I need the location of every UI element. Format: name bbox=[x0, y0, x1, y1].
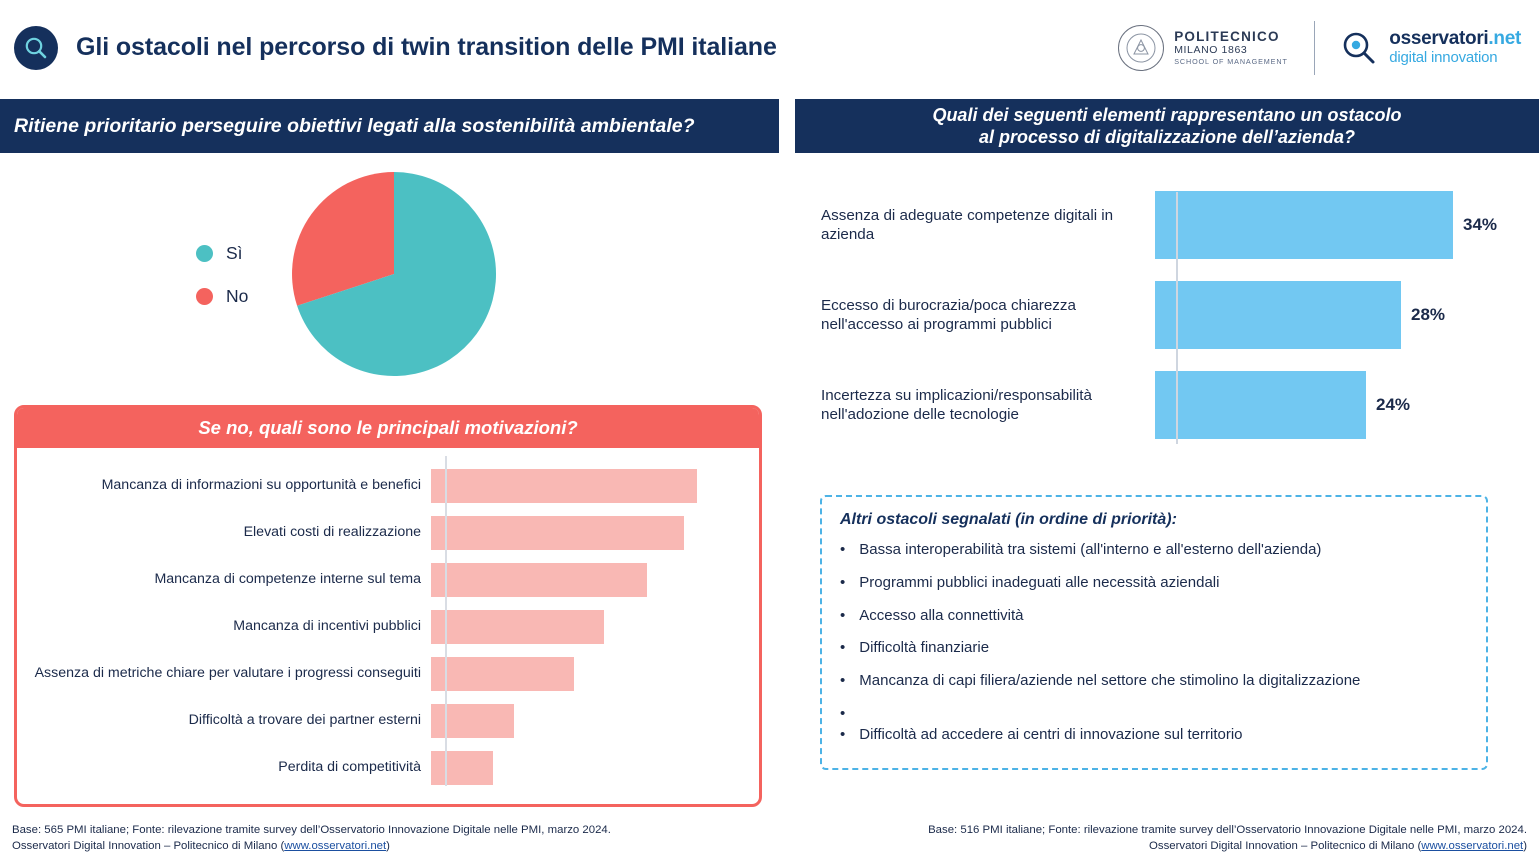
pie-value-no: 24% bbox=[327, 384, 366, 405]
polimi-line1: POLITECNICO bbox=[1174, 28, 1280, 44]
polimi-line3: SCHOOL OF MANAGEMENT bbox=[1174, 57, 1288, 67]
page-header bbox=[0, 0, 1539, 95]
other-obstacle-item bbox=[840, 607, 1468, 626]
footer-left bbox=[12, 822, 611, 855]
obstacles-bar bbox=[1155, 371, 1366, 439]
footer-right-link[interactable]: www.osservatori.net bbox=[1421, 840, 1524, 853]
banner-right-line1: Quali dei seguenti elementi rappresentano un ostacolo bbox=[932, 104, 1402, 125]
legend-color-swatch bbox=[196, 288, 213, 305]
footer-left-line1: Base: 565 PMI italiane; Fonte: rilevazione tramite survey dell’Osservatorio Innovazione Digitale nelle PMI, marzo 2024. bbox=[12, 823, 611, 836]
obstacles-bar-zone bbox=[1155, 191, 1539, 259]
motivations-row-label: Assenza di metriche chiare per valutare i progressi conseguiti bbox=[34, 664, 421, 681]
other-obstacles-title: Altri ostacoli segnalati (in ordine di priorità): bbox=[840, 511, 1177, 528]
obstacles-bar bbox=[1155, 281, 1401, 349]
bullet-icon: • bbox=[840, 725, 846, 743]
pie-chart bbox=[290, 170, 498, 378]
footer-left-link[interactable]: www.osservatori.net bbox=[284, 840, 387, 853]
bullet-icon: • bbox=[840, 704, 846, 722]
motivations-card bbox=[14, 405, 762, 807]
obstacles-bar-zone bbox=[1155, 371, 1539, 439]
osservatori-tagline: digital innovation bbox=[1389, 48, 1498, 66]
osservatori-logo bbox=[1339, 28, 1521, 68]
motivations-row-label: Perdita di competitività bbox=[278, 758, 421, 775]
obstacles-bar-value: 28% bbox=[1411, 305, 1446, 324]
obstacles-bar-value: 24% bbox=[1376, 395, 1411, 414]
motivations-bar bbox=[431, 516, 684, 550]
bullet-icon: • bbox=[840, 606, 846, 624]
motivations-bar bbox=[431, 563, 647, 597]
other-obstacle-text: Difficoltà finanziarie bbox=[859, 639, 990, 657]
other-obstacle-item bbox=[840, 541, 1468, 560]
footer-left-line2 bbox=[12, 838, 611, 855]
motivations-bar-zone bbox=[431, 657, 759, 691]
motivations-bar bbox=[431, 751, 493, 785]
header-divider bbox=[1314, 21, 1316, 75]
motivations-row-label: Mancanza di incentivi pubblici bbox=[233, 617, 421, 634]
motivations-row bbox=[17, 462, 759, 509]
magnifier-circle-icon bbox=[14, 26, 58, 70]
other-obstacle-text: Accesso alla connettività bbox=[859, 606, 1024, 624]
motivations-bar bbox=[431, 469, 697, 503]
motivations-bar-zone bbox=[431, 469, 759, 503]
motivations-row bbox=[17, 697, 759, 744]
bullet-icon: • bbox=[840, 541, 846, 558]
other-obstacle-text: Mancanza di capi filiera/aziende nel settore che stimolino la digitalizzazione bbox=[859, 672, 1361, 689]
motivations-row-label: Elevati costi di realizzazione bbox=[243, 523, 421, 540]
motivations-bar bbox=[431, 657, 574, 691]
polimi-seal-icon bbox=[1118, 25, 1164, 71]
other-obstacle-item bbox=[840, 726, 1468, 745]
footer-left-paren: ) bbox=[386, 840, 390, 853]
magnifier-icon bbox=[1339, 28, 1379, 68]
obstacles-row bbox=[795, 180, 1539, 270]
motivations-bar-zone bbox=[431, 516, 759, 550]
polimi-logo bbox=[1118, 25, 1314, 71]
motivations-bar-zone bbox=[431, 751, 759, 785]
osservatori-name: osservatori bbox=[1389, 28, 1489, 50]
obstacles-row bbox=[795, 360, 1539, 450]
motivations-row bbox=[17, 556, 759, 603]
other-obstacle-item bbox=[840, 672, 1468, 691]
obstacles-axis-line bbox=[1176, 192, 1178, 444]
pie-legend bbox=[196, 243, 248, 307]
banner-right bbox=[795, 99, 1539, 153]
motivations-bar bbox=[431, 610, 604, 644]
footer-right-paren: ) bbox=[1523, 840, 1527, 853]
motivations-bar-zone bbox=[431, 563, 759, 597]
other-obstacle-item bbox=[840, 639, 1468, 658]
motivations-bar-chart bbox=[17, 448, 759, 791]
footer-right bbox=[928, 822, 1527, 855]
banner-right-line2: al processo di digitalizzazione dell’azienda? bbox=[978, 127, 1356, 147]
other-obstacle-text: Programmi pubblici inadeguati alle necessità aziendali bbox=[859, 573, 1220, 591]
footer-right-text: Osservatori Digital Innovation – Politecnico di Milano ( bbox=[1149, 840, 1422, 853]
polimi-line2: MILANO 1863 bbox=[1174, 44, 1248, 57]
footer-right-line1: Base: 516 PMI italiane; Fonte: rilevazione tramite survey dell’Osservatorio Innovazione Digitale nelle PMI, marzo 2024. bbox=[928, 823, 1527, 836]
legend-color-swatch bbox=[196, 245, 213, 262]
legend-item-no bbox=[196, 286, 248, 307]
motivations-row bbox=[17, 650, 759, 697]
footer-left-text: Osservatori Digital Innovation – Politecnico di Milano ( bbox=[12, 840, 285, 853]
header-logos bbox=[1118, 21, 1525, 75]
other-obstacle-text: Bassa interoperabilità tra sistemi (all'interno e all'esterno dell'azienda) bbox=[859, 541, 1322, 558]
banner-left: Ritiene prioritario perseguire obiettivi legati alla sostenibilità ambientale? bbox=[0, 99, 779, 153]
obstacles-row-label: Eccesso di burocrazia/poca chiarezza nell'accesso ai programmi pubblici bbox=[821, 297, 1076, 333]
bullet-icon: • bbox=[840, 573, 846, 591]
legend-label-no: No bbox=[226, 286, 249, 306]
obstacles-bar-value: 34% bbox=[1463, 215, 1498, 234]
other-obstacles-box bbox=[820, 495, 1488, 770]
motivations-row-label: Mancanza di competenze interne sul tema bbox=[154, 570, 421, 587]
obstacles-row-label: Incertezza su implicazioni/responsabilità nell'adozione delle tecnologie bbox=[821, 387, 1092, 423]
motivations-card-title: Se no, quali sono le principali motivazioni? bbox=[17, 408, 759, 448]
other-obstacle-text: Difficoltà ad accedere ai centri di innovazione sul territorio bbox=[859, 725, 1243, 743]
other-obstacles-list bbox=[840, 541, 1468, 744]
obstacles-bar bbox=[1155, 191, 1453, 259]
osservatori-suffix: .net bbox=[1488, 28, 1521, 50]
obstacles-row-label: Assenza di adeguate competenze digitali in azienda bbox=[821, 207, 1114, 243]
bullet-icon: • bbox=[840, 672, 846, 689]
obstacles-bar-zone bbox=[1155, 281, 1539, 349]
motivations-row bbox=[17, 603, 759, 650]
other-obstacle-item bbox=[840, 574, 1468, 593]
motivations-bar-zone bbox=[431, 704, 759, 738]
chart-axis-line bbox=[445, 456, 447, 786]
motivations-row-label: Difficoltà a trovare dei partner esterni bbox=[188, 711, 421, 728]
bullet-icon: • bbox=[840, 639, 846, 657]
legend-item-si bbox=[196, 243, 248, 264]
motivations-row bbox=[17, 509, 759, 556]
motivations-bar bbox=[431, 704, 514, 738]
motivations-row-label: Mancanza di informazioni su opportunità e benefici bbox=[101, 476, 421, 493]
legend-label-si: Sì bbox=[226, 243, 243, 263]
motivations-bar-zone bbox=[431, 610, 759, 644]
obstacles-bar-chart bbox=[795, 180, 1539, 450]
motivations-row bbox=[17, 744, 759, 791]
obstacles-row bbox=[795, 270, 1539, 360]
pie-chart-section bbox=[0, 160, 779, 405]
page-title: Gli ostacoli nel percorso di twin transition delle PMI italiane bbox=[76, 33, 777, 61]
footer-right-line2 bbox=[928, 838, 1527, 855]
other-obstacle-item bbox=[840, 705, 1468, 724]
